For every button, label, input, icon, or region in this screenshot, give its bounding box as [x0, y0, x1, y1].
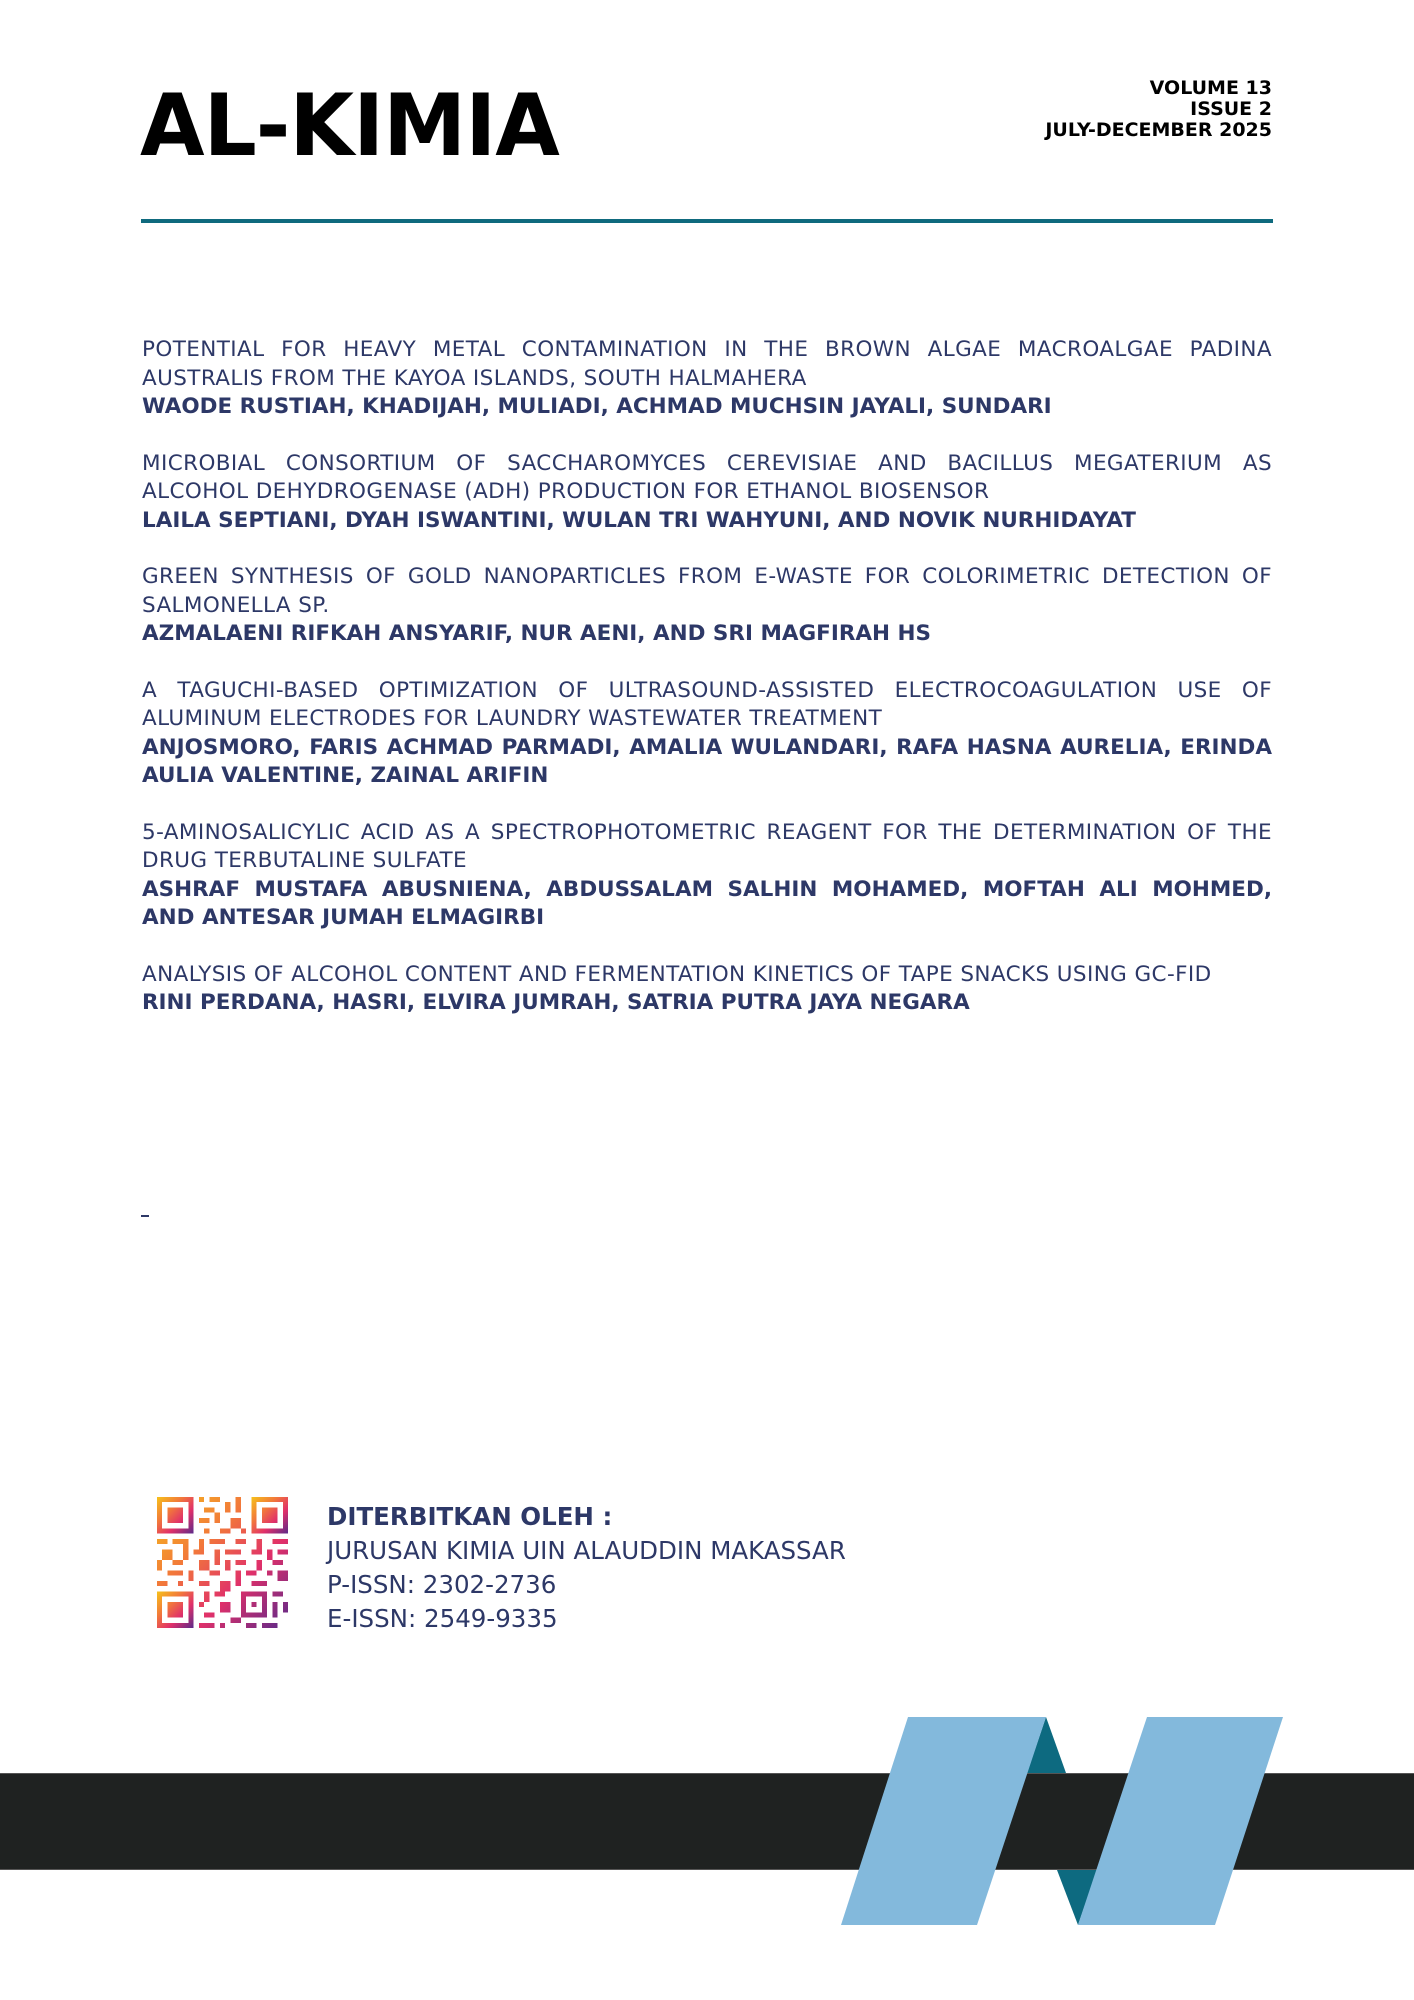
- p-issn: P-ISSN: 2302-2736: [327, 1570, 557, 1599]
- article-entry[interactable]: [142, 336, 1272, 422]
- journal-title: AL-KIMIA: [140, 76, 559, 176]
- publisher-name: JURUSAN KIMIA UIN ALAUDDIN MAKASSAR: [327, 1536, 846, 1565]
- article-title[interactable]: GREEN SYNTHESIS OF GOLD NANOPARTICLES FROM E-WASTE FOR COLORIMETRIC DETECTION OF SALMONELLA SP.: [142, 564, 1272, 618]
- article-entry[interactable]: [142, 563, 1272, 649]
- e-issn: E-ISSN: 2549-9335: [327, 1604, 558, 1633]
- issue-label: ISSUE 2: [1190, 98, 1272, 120]
- issue-info: [1045, 78, 1272, 141]
- article-authors: WAODE RUSTIAH, KHADIJAH, MULIADI, ACHMAD MUCHSIN JAYALI, SUNDARI: [142, 394, 1052, 419]
- publisher-info: [327, 1500, 846, 1636]
- qr-code-icon[interactable]: [157, 1497, 288, 1628]
- article-entry[interactable]: [142, 819, 1272, 933]
- article-title[interactable]: A TAGUCHI-BASED OPTIMIZATION OF ULTRASOUND-ASSISTED ELECTROCOAGULATION USE OF ALUMINUM ELECTRODES FOR LAUNDRY WASTEWATER TREATMENT: [142, 677, 1272, 731]
- article-title[interactable]: ANALYSIS OF ALCOHOL CONTENT AND FERMENTATION KINETICS OF TAPE SNACKS USING GC-FID: [142, 961, 1212, 987]
- article-authors: RINI PERDANA, HASRI, ELVIRA JUMRAH, SATRIA PUTRA JAYA NEGARA: [142, 990, 970, 1015]
- article-authors: AZMALAENI RIFKAH ANSYARIF, NUR AENI, AND SRI MAGFIRAH HS: [142, 621, 931, 646]
- volume-label: VOLUME 13: [1149, 77, 1272, 99]
- article-authors: LAILA SEPTIANI, DYAH ISWANTINI, WULAN TRI WAHYUNI, AND NOVIK NURHIDAYAT: [142, 507, 1136, 533]
- article-title[interactable]: 5-AMINOSALICYLIC ACID AS A SPECTROPHOTOMETRIC REAGENT FOR THE DETERMINATION OF THE DRUG TERBUTALINE SULFATE: [142, 819, 1272, 873]
- article-entry[interactable]: [142, 677, 1272, 791]
- footer-band: [0, 1773, 1414, 1870]
- article-authors: ASHRAF MUSTAFA ABUSNIENA, ABDUSSALAM SALHIN MOHAMED, MOFTAH ALI MOHMED, AND ANTESAR JUMAH ELMAGIRBI: [142, 876, 1272, 930]
- period-label: JULY-DECEMBER 2025: [1045, 119, 1272, 141]
- article-authors: ANJOSMORO, FARIS ACHMAD PARMADI, AMALIA WULANDARI, RAFA HASNA AURELIA, ERINDA AULIA VALENTINE, ZAINAL ARIFIN: [142, 734, 1272, 788]
- header-divider: [141, 219, 1273, 223]
- article-title[interactable]: MICROBIAL CONSORTIUM OF SACCHAROMYCES CEREVISIAE AND BACILLUS MEGATERIUM AS ALCOHOL DEHYDROGENASE (ADH) PRODUCTION FOR ETHANOL BIOSENSOR: [142, 450, 1272, 504]
- article-title[interactable]: POTENTIAL FOR HEAVY METAL CONTAMINATION IN THE BROWN ALGAE MACROALGAE PADINA AUSTRALIS FROM THE KAYOA ISLANDS, SOUTH HALMAHERA: [142, 337, 1272, 391]
- table-of-contents: [142, 336, 1272, 1046]
- stray-dash: [141, 1215, 149, 1217]
- article-entry[interactable]: [142, 961, 1272, 1018]
- article-entry[interactable]: [142, 450, 1272, 536]
- publisher-label: DITERBITKAN OLEH :: [327, 1502, 613, 1531]
